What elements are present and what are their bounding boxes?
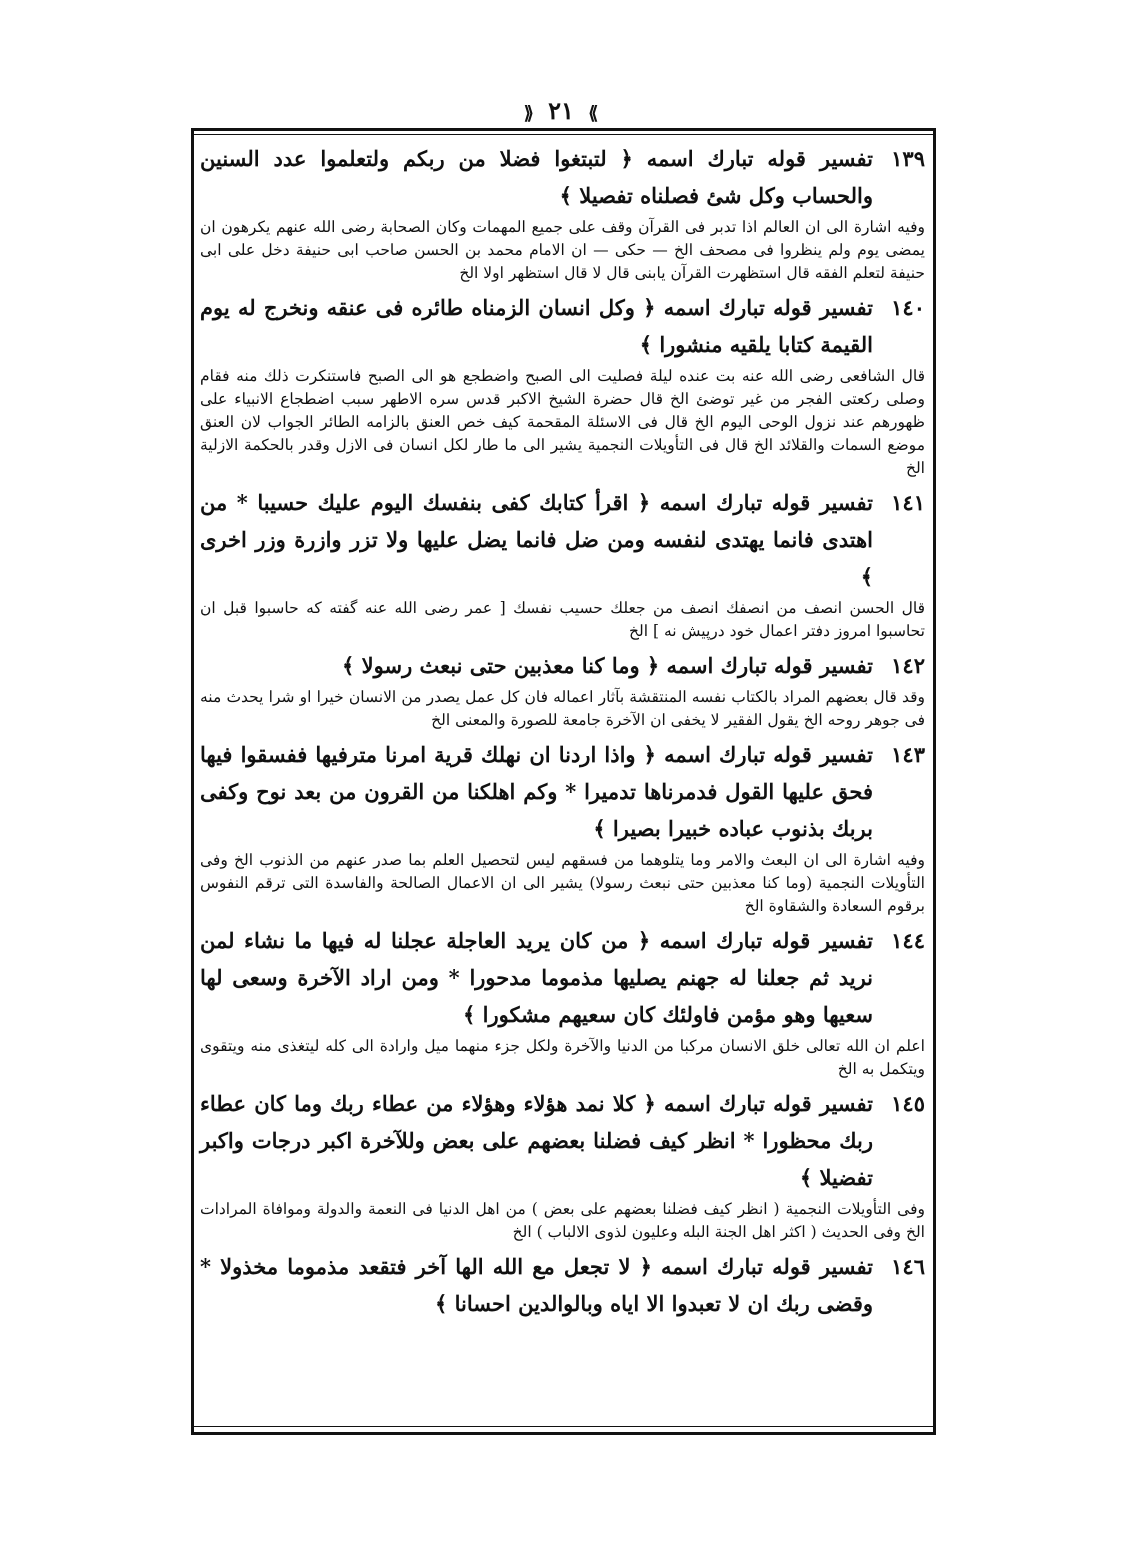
entry-143 (200, 736, 925, 918)
commentary-text: وقد قال بعضهم المراد بالكتاب نفسه المنتقشة بآثار اعماله فان كل عمل يصدر من الانسان خيرا او شرا يحدث منه فى جوهر روحه الخ يقول الفقير لا يخفى ان الآخرة جامعة للصورة والمعنى الخ (200, 688, 925, 729)
entry-number: ١٤٣ (891, 742, 925, 767)
entry-145 (200, 1085, 925, 1244)
entry-number: ١٤٠ (891, 295, 925, 320)
verse-heading (200, 140, 925, 214)
entry-number: ١٤٢ (891, 653, 925, 678)
commentary-text: اعلم ان الله تعالى خلق الانسان مركبا من الدنيا والآخرة ولكل جزء منهما ميل وارادة الى كله ليتغذى منه ويتقوى ويتكمل به الخ (200, 1037, 925, 1078)
verse-heading (200, 647, 925, 684)
entry-number: ١٤١ (891, 490, 925, 515)
page-number: ٢١ (548, 96, 574, 125)
verse-text: تفسير قوله تبارك اسمه ﴿ وما كنا معذبين حتى نبعث رسولا ﴾ (342, 653, 873, 678)
verse-heading (200, 289, 925, 363)
entry-140 (200, 289, 925, 480)
page-number-header (0, 96, 1122, 125)
ornament-left-icon: ⟪ (523, 103, 534, 124)
entry-number: ١٤٥ (891, 1091, 925, 1116)
verse-text: تفسير قوله تبارك اسمه ﴿ من كان يريد العاجلة عجلنا له فيها ما نشاء لمن نريد ثم جعلنا له جهنم يصليها مذموما مدحورا * ومن اراد الآخرة وسعى لها سعيها وهو مؤمن فاولئك كان سعيهم مشكورا ﴾ (200, 928, 873, 1027)
verse-heading (200, 736, 925, 847)
ornament-right-icon: ⟫ (588, 103, 599, 124)
verse-heading (200, 1248, 925, 1322)
entry-141 (200, 484, 925, 643)
verse-text: تفسير قوله تبارك اسمه ﴿ اقرأ كتابك كفى بنفسك اليوم عليك حسيبا * من اهتدى فانما يهتدى لنفسه ومن ضل فانما يضل عليها ولا تزر وازرة وزر اخرى ﴾ (200, 490, 873, 589)
verse-text: تفسير قوله تبارك اسمه ﴿ وكل انسان الزمناه طائره فى عنقه ونخرج له يوم القيمة كتابا يلقيه منشورا ﴾ (200, 295, 873, 357)
verse-text: تفسير قوله تبارك اسمه ﴿ لتبتغوا فضلا من ربكم ولتعلموا عدد السنين والحساب وكل شئ فصلناه تفصيلا ﴾ (200, 146, 873, 208)
verse-text: تفسير قوله تبارك اسمه ﴿ واذا اردنا ان نهلك قرية امرنا مترفيها ففسقوا فيها فحق عليها القول فدمرناها تدميرا * وكم اهلكنا من القرون من بعد نوح وكفى بربك بذنوب عباده خبيرا بصيرا ﴾ (200, 742, 873, 841)
verse-text: تفسير قوله تبارك اسمه ﴿ لا تجعل مع الله الها آخر فتقعد مذموما مخذولا * وقضى ربك ان لا تعبدوا الا اياه وبالوالدين احسانا ﴾ (200, 1254, 873, 1316)
commentary-text: وفى التأويلات النجمية ( انظر كيف فضلنا بعضهم على بعض ) من اهل الدنيا فى النعمة والدولة وموافاة المرادات الخ وفى الحديث ( اكثر اهل الجنة البله وعليون لذوى الالباب ) الخ (200, 1200, 925, 1241)
entry-number: ١٣٩ (891, 146, 925, 171)
verse-heading (200, 484, 925, 595)
entry-142 (200, 647, 925, 732)
commentary-text: وفيه اشارة الى ان البعث والامر وما يتلوهما من فسقهم ليس لتحصيل العلم بما صدر عنهم من الذنوب الخ وفى التأويلات النجمية (وما كنا معذبين حتى نبعث رسولا) يشير الى ان الاعمال الصالحة والفاسدة التى ترقم النفوس برقوم السعادة والشقاوة الخ (200, 851, 925, 915)
verse-heading (200, 922, 925, 1033)
commentary-text: قال الشافعى رضى الله عنه بت عنده ليلة فصليت الى الصبح واضطجع هو الى الصبح فاستنكرت ذلك منه فقام وصلى ركعتى الفجر من غير توضئ الخ قال حضرة الشيخ الاكبر قدس سره الاطهر سبب اضطجاع الانبياء على ظهورهم عند نزول الوحى اليوم الخ قال فى الاسئلة المقحمة كيف خص العنق بالزامه الطائر الجواب لان العنق موضع السمات والقلائد الخ قال فى التأويلات النجمية يشير الى ما طار لكل انسان فى الازل وقدر بالحكمة الازلية الخ (200, 367, 925, 477)
verse-heading (200, 1085, 925, 1196)
commentary-text: وفيه اشارة الى ان العالم اذا تدبر فى القرآن وقف على جميع المهمات وكان الصحابة رضى الله عنهم يكرهون ان يمضى يوم ولم ينظروا فى مصحف الخ — حكى — ان الامام محمد بن الحسن صاحب ابى حنيفة دخل على ابى حنيفة لتعلم الفقه قال استظهرت القرآن يابنى قال لا قال استظهر اولا الخ (200, 218, 925, 282)
entry-number: ١٤٤ (891, 928, 925, 953)
entry-144 (200, 922, 925, 1081)
page-body (200, 140, 925, 1322)
commentary-text: قال الحسن انصف من انصفك انصف من جعلك حسيب نفسك [ عمر رضى الله عنه گفته كه حاسبوا قبل ان تحاسبوا امروز دفتر اعمال خود درپيش نه ] الخ (200, 599, 925, 640)
entry-146 (200, 1248, 925, 1322)
entry-number: ١٤٦ (891, 1254, 925, 1279)
entry-139 (200, 140, 925, 285)
verse-text: تفسير قوله تبارك اسمه ﴿ كلا نمد هؤلاء وهؤلاء من عطاء ربك وما كان عطاء ربك محظورا * انظر كيف فضلنا بعضهم على بعض وللآخرة اكبر درجات واكبر تفضيلا ﴾ (200, 1091, 873, 1190)
